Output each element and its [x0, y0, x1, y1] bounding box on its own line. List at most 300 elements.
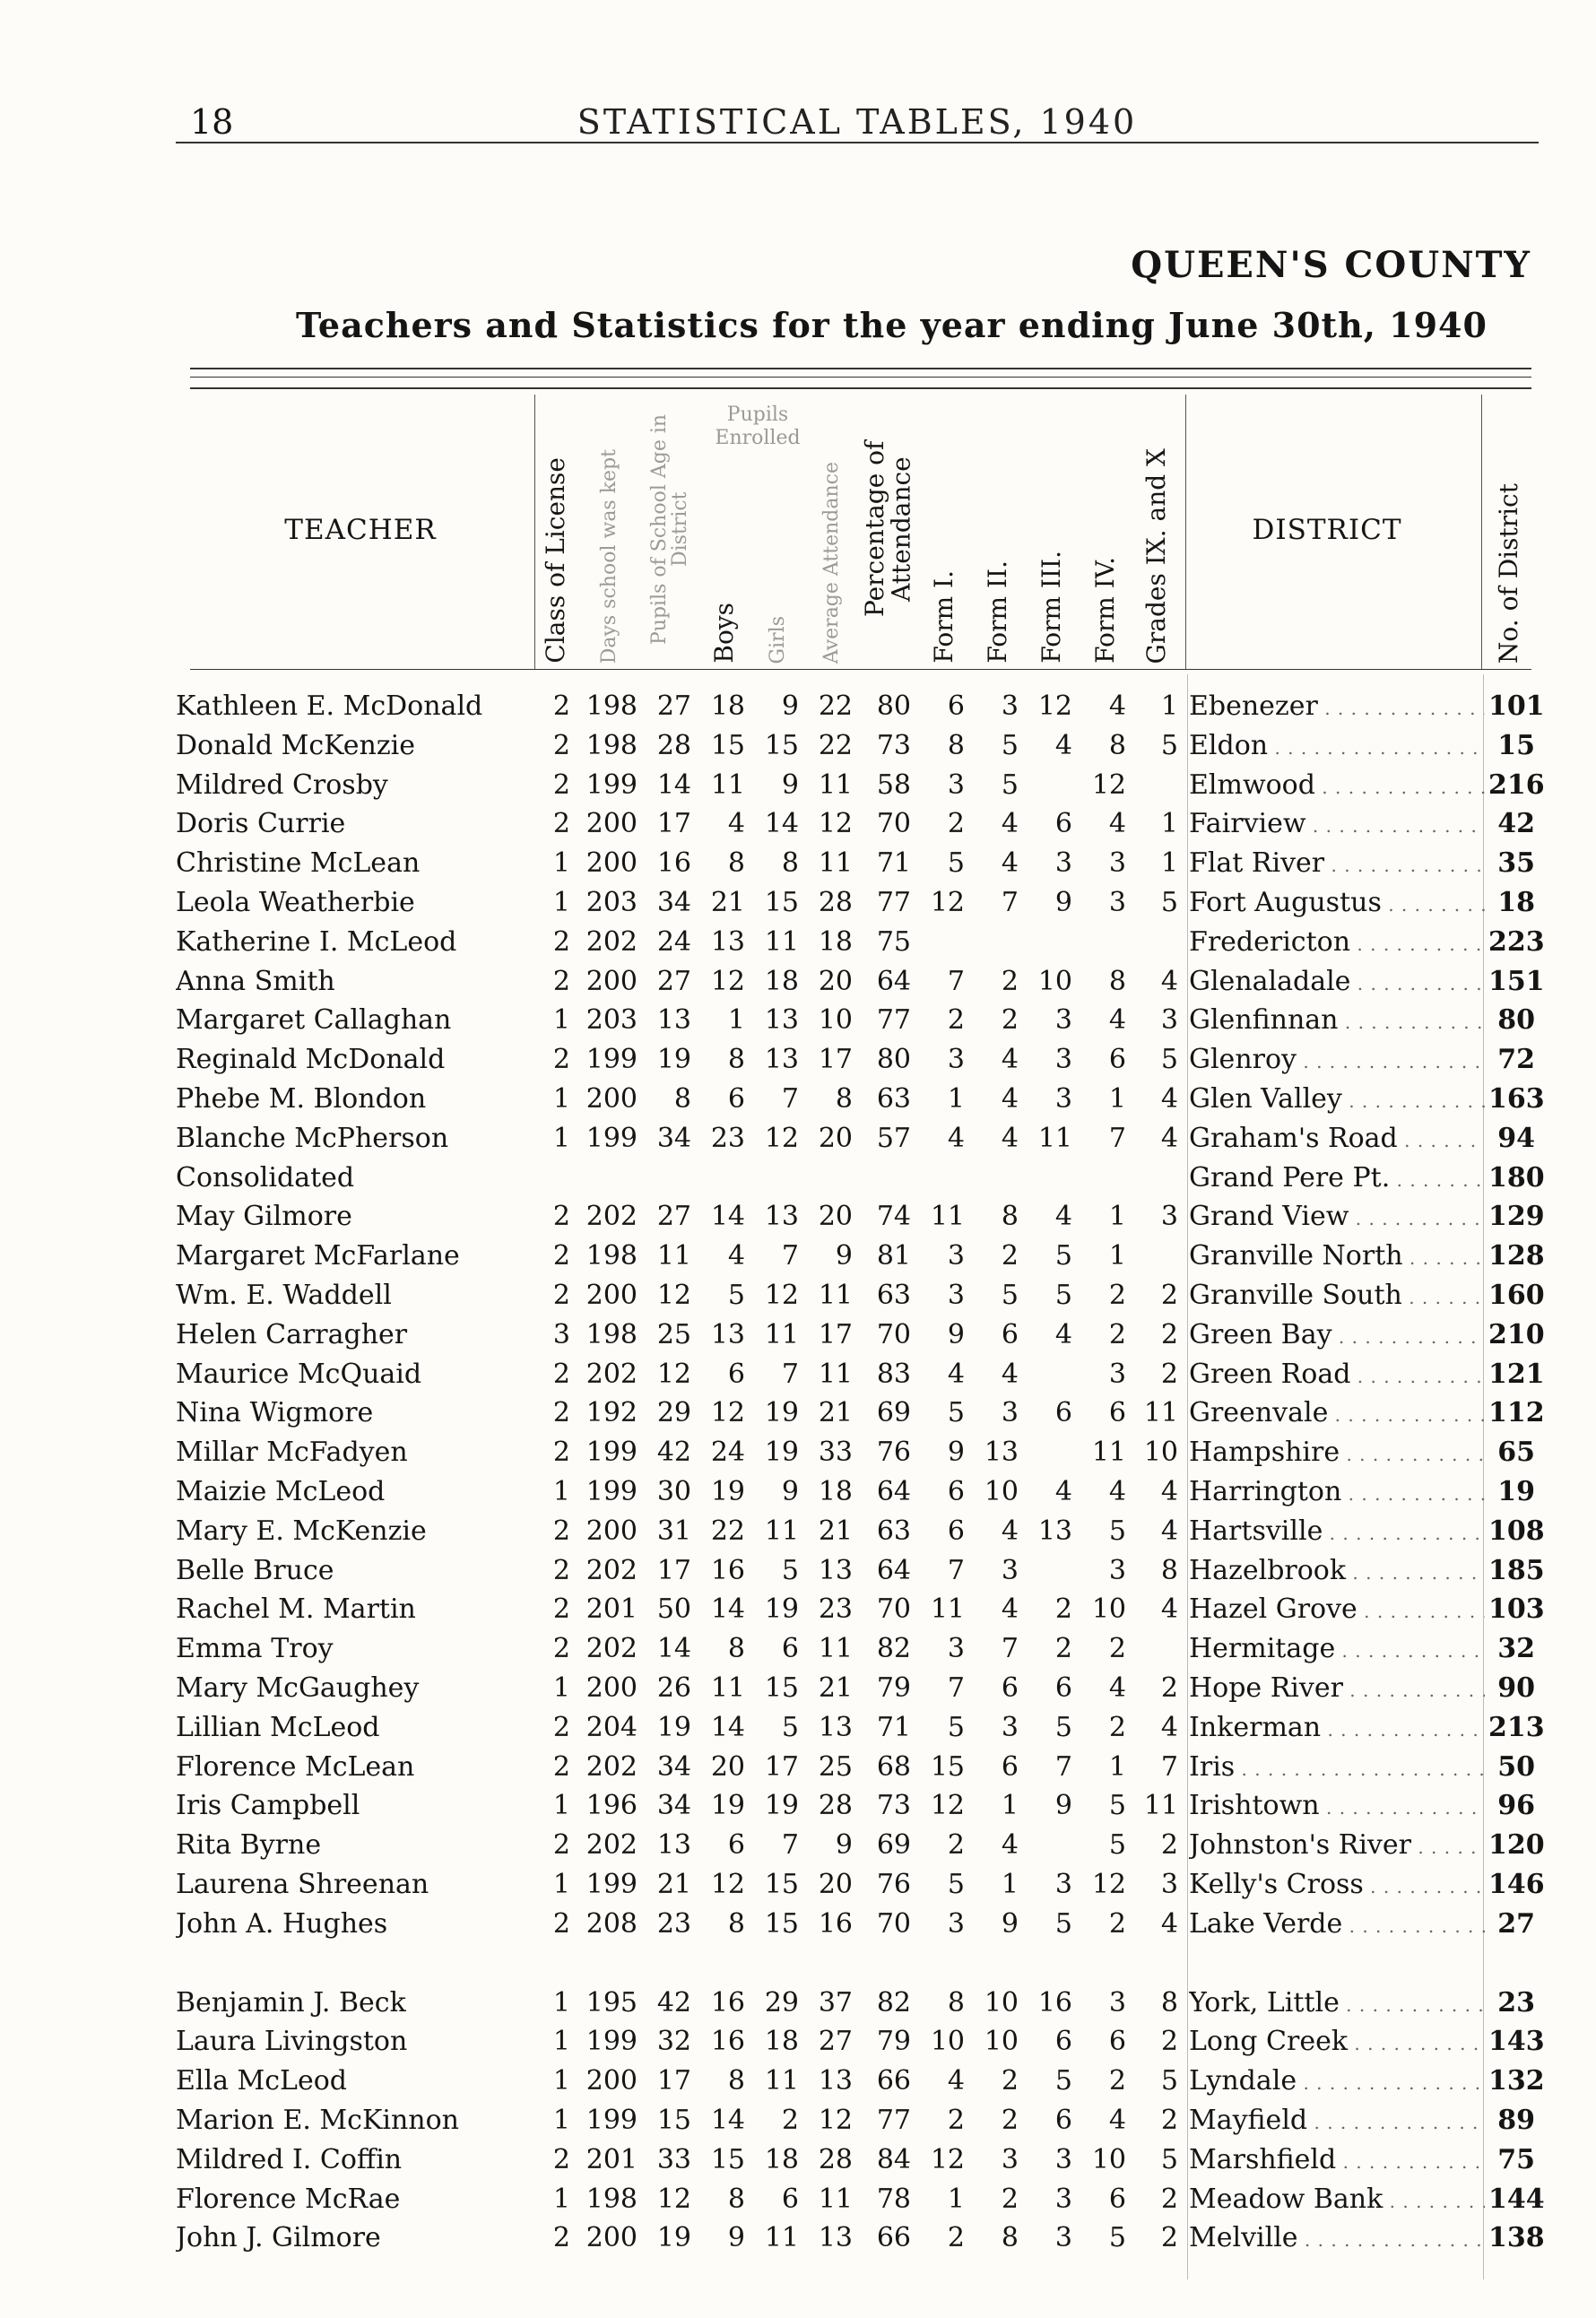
cell-age: 13 [656, 1829, 691, 1862]
district-number: 128 [1488, 1240, 1545, 1272]
cell-lic: 2 [552, 1437, 570, 1469]
table-row [0, 1240, 1596, 1280]
cell-avg: 28 [818, 887, 853, 918]
district-cell [1189, 1319, 1485, 1350]
cell-pct: 63 [876, 1280, 911, 1311]
cell-f2: 6 [1001, 1672, 1019, 1704]
district-number: 80 [1497, 1004, 1535, 1037]
cell-g: 8 [1160, 1986, 1178, 2018]
cell-f3: 5 [1054, 1280, 1072, 1311]
district-name: Meadow Bank . . . [1189, 2183, 1485, 2215]
cell-avg: 11 [818, 2183, 853, 2215]
cell-age: 26 [656, 1672, 691, 1704]
cell-avg: 13 [818, 2222, 853, 2254]
cell-avg: 17 [818, 1318, 853, 1350]
cell-boys: 15 [710, 2143, 745, 2175]
district-number: 96 [1497, 1790, 1535, 1822]
cell-g: 2 [1160, 2183, 1178, 2215]
column-header-boys-label: Boys [708, 603, 739, 664]
district-number: 146 [1488, 1869, 1545, 1900]
column-header-days-taught-label: Days school was kept [598, 448, 621, 664]
cell-boys: 21 [710, 887, 745, 918]
cell-boys: 13 [710, 1318, 745, 1350]
cell-f3: 10 [1037, 965, 1072, 997]
cell-f3: 4 [1054, 1476, 1072, 1507]
district-number: 121 [1488, 1358, 1545, 1390]
cell-f2: 6 [1001, 1750, 1019, 1783]
table-row [0, 1593, 1596, 1633]
district-name: Kelly's Cross . . . [1189, 1869, 1485, 1900]
cell-f3: 5 [1054, 1711, 1072, 1743]
cell-pct: 80 [876, 1044, 911, 1076]
cell-girls: 14 [764, 808, 799, 840]
cell-boys: 16 [710, 1554, 745, 1586]
table-row [0, 1359, 1596, 1398]
column-header-girls [753, 395, 802, 664]
cell-lic: 2 [552, 1515, 570, 1547]
cell-f1: 15 [930, 1750, 965, 1783]
cell-f4: 7 [1108, 1122, 1126, 1154]
cell-girls: 13 [764, 1004, 799, 1037]
cell-age: 15 [656, 2105, 691, 2136]
cell-age: 13 [656, 1004, 691, 1037]
cell-g: 1 [1160, 690, 1178, 722]
cell-days: 200 [585, 808, 638, 840]
cell-age: 19 [656, 1044, 691, 1076]
teacher-name: Laurena Shreenan [176, 1869, 429, 1900]
cell-f1: 6 [947, 1476, 965, 1507]
cell-boys: 11 [710, 768, 745, 801]
cell-f4: 5 [1108, 2222, 1126, 2254]
district-cell [1189, 769, 1485, 801]
cell-g: 4 [1160, 1907, 1178, 1940]
cell-avg: 12 [818, 808, 853, 840]
district-name: Hartsville . . . [1189, 1515, 1485, 1547]
district-cell [1189, 887, 1485, 918]
cell-f4: 8 [1108, 965, 1126, 997]
cell-girls: 6 [781, 1633, 799, 1665]
cell-f1: 3 [947, 768, 965, 801]
district-number: 90 [1497, 1672, 1535, 1704]
cell-f1: 4 [947, 2065, 965, 2097]
cell-girls: 7 [781, 1240, 799, 1272]
teacher-name: Christine McLean [176, 847, 421, 880]
cell-f2: 10 [984, 2026, 1019, 2058]
cell-lic: 2 [552, 925, 570, 958]
district-cell [1189, 1555, 1485, 1586]
cell-avg: 21 [818, 1397, 853, 1429]
cell-f1: 8 [947, 729, 965, 761]
cell-lic: 1 [552, 1790, 570, 1822]
cell-f2: 10 [984, 1986, 1019, 2018]
district-cell [1189, 730, 1485, 761]
column-header-percentage-attendance-label: Percentage of Attendance [859, 440, 915, 618]
cell-days: 200 [585, 1280, 638, 1311]
district-name: Melville . . . [1189, 2222, 1485, 2253]
cell-f2: 5 [1001, 1280, 1019, 1311]
cell-f4: 4 [1108, 2105, 1126, 2136]
district-number: 112 [1488, 1397, 1545, 1429]
cell-f3: 3 [1054, 1869, 1072, 1900]
cell-pct: 71 [876, 847, 911, 880]
district-cell [1189, 1829, 1485, 1861]
district-number: 216 [1488, 768, 1545, 801]
district-number: 23 [1497, 1986, 1535, 2018]
cell-f1: 9 [947, 1437, 965, 1469]
cell-f4: 6 [1108, 2183, 1126, 2215]
cell-f2: 3 [1001, 1711, 1019, 1743]
table-top-rule [190, 368, 1531, 369]
cell-days: 200 [585, 1083, 638, 1115]
teacher-name: Emma Troy [176, 1633, 334, 1665]
county-title: QUEEN'S COUNTY [1131, 244, 1531, 286]
cell-age: 24 [656, 925, 691, 958]
cell-age: 12 [656, 1358, 691, 1390]
cell-pct: 83 [876, 1358, 911, 1390]
header-divider [534, 395, 535, 669]
header-divider [1185, 395, 1186, 669]
cell-girls: 15 [764, 729, 799, 761]
district-name: Long Creek . . . [1189, 2026, 1485, 2057]
cell-avg: 8 [835, 1083, 853, 1115]
cell-pct: 70 [876, 808, 911, 840]
cell-lic: 2 [552, 1201, 570, 1233]
column-header-boys [699, 395, 749, 664]
district-name: Ebenezer . . . [1189, 690, 1485, 722]
table-row [0, 1319, 1596, 1359]
cell-lic: 2 [552, 1907, 570, 1940]
cell-g: 1 [1160, 808, 1178, 840]
page-header [176, 97, 1539, 143]
table-row [0, 1633, 1596, 1672]
cell-f3: 3 [1054, 847, 1072, 880]
district-name: Granville South . . . [1189, 1280, 1485, 1311]
district-name: Elmwood . . . [1189, 769, 1485, 801]
table-row [0, 1083, 1596, 1123]
cell-f4: 1 [1108, 1750, 1126, 1783]
column-header-no-of-district [1484, 395, 1534, 664]
cell-f3: 3 [1054, 2143, 1072, 2175]
district-number: 94 [1497, 1122, 1535, 1154]
cell-girls: 19 [764, 1593, 799, 1626]
cell-g: 11 [1143, 1397, 1178, 1429]
cell-f2: 6 [1001, 1318, 1019, 1350]
cell-age: 14 [656, 1633, 691, 1665]
cell-f2: 7 [1001, 1633, 1019, 1665]
cell-f1: 12 [930, 1790, 965, 1822]
cell-f1: 11 [930, 1593, 965, 1626]
table-row [0, 769, 1596, 809]
cell-g: 4 [1160, 965, 1178, 997]
cell-lic: 2 [552, 768, 570, 801]
cell-girls: 7 [781, 1829, 799, 1862]
cell-boys: 8 [727, 1633, 745, 1665]
cell-avg: 16 [818, 1907, 853, 1940]
district-name: Fort Augustus . . . [1189, 887, 1485, 918]
cell-girls: 18 [764, 965, 799, 997]
cell-days: 198 [585, 1318, 638, 1350]
cell-f4: 5 [1108, 1829, 1126, 1862]
cell-age: 12 [656, 2183, 691, 2215]
cell-girls: 6 [781, 2183, 799, 2215]
cell-g: 3 [1160, 1201, 1178, 1233]
cell-lic: 2 [552, 690, 570, 722]
cell-boys: 12 [710, 1869, 745, 1900]
cell-f2: 13 [984, 1437, 1019, 1469]
teacher-name: Marion E. McKinnon [176, 2105, 459, 2136]
cell-f4: 1 [1108, 1083, 1126, 1115]
cell-f4: 11 [1091, 1437, 1126, 1469]
district-cell [1189, 1240, 1485, 1272]
cell-f1: 8 [947, 1986, 965, 2018]
cell-f1: 3 [947, 1907, 965, 1940]
cell-g: 4 [1160, 1515, 1178, 1547]
cell-pct: 64 [876, 1476, 911, 1507]
table-row [0, 2026, 1596, 2065]
cell-age: 17 [656, 808, 691, 840]
column-header-class-of-license-label: Class of License [541, 457, 571, 664]
cell-f4: 3 [1108, 1358, 1126, 1390]
cell-avg: 22 [818, 690, 853, 722]
district-cell [1189, 1751, 1485, 1783]
district-cell [1189, 2026, 1485, 2057]
cell-lic: 2 [552, 1240, 570, 1272]
district-name: Fredericton . . . [1189, 926, 1485, 958]
cell-days: 202 [585, 1554, 638, 1586]
cell-f4: 5 [1108, 1790, 1126, 1822]
cell-f3: 13 [1037, 1515, 1072, 1547]
cell-f4: 3 [1108, 887, 1126, 918]
cell-days: 203 [585, 887, 638, 918]
district-cell [1189, 1397, 1485, 1428]
cell-avg: 13 [818, 2065, 853, 2097]
cell-girls: 11 [764, 2222, 799, 2254]
cell-age: 27 [656, 690, 691, 722]
district-cell [1189, 926, 1485, 958]
teacher-name: Margaret Callaghan [176, 1004, 452, 1037]
district-cell [1189, 1162, 1485, 1194]
cell-boys: 6 [727, 1829, 745, 1862]
cell-pct: 66 [876, 2065, 911, 2097]
district-number: 19 [1497, 1476, 1535, 1507]
cell-f3: 5 [1054, 2065, 1072, 2097]
column-header-percentage-attendance [861, 395, 915, 664]
column-header-school-age [646, 395, 695, 664]
cell-lic: 2 [552, 1750, 570, 1783]
cell-f1: 1 [947, 1083, 965, 1115]
cell-days: 202 [585, 1633, 638, 1665]
cell-pct: 82 [876, 1633, 911, 1665]
cell-avg: 20 [818, 1869, 853, 1900]
cell-age: 14 [656, 768, 691, 801]
district-cell [1189, 1515, 1485, 1547]
cell-days: 202 [585, 1358, 638, 1390]
cell-f1: 2 [947, 2105, 965, 2136]
cell-pct: 76 [876, 1869, 911, 1900]
district-number: 103 [1488, 1593, 1545, 1626]
table-row [0, 1987, 1596, 2027]
column-header-days-taught [578, 395, 641, 664]
cell-boys: 19 [710, 1476, 745, 1507]
cell-f4: 10 [1091, 2143, 1126, 2175]
table-row [0, 1476, 1596, 1515]
cell-g: 3 [1160, 1869, 1178, 1900]
cell-f1: 5 [947, 847, 965, 880]
cell-f4: 4 [1108, 1672, 1126, 1704]
cell-f2: 8 [1001, 2222, 1019, 2254]
cell-f2: 4 [1001, 1083, 1019, 1115]
cell-boys: 18 [710, 690, 745, 722]
cell-lic: 2 [552, 1593, 570, 1626]
cell-girls: 9 [781, 1476, 799, 1507]
cell-f1: 3 [947, 1240, 965, 1272]
table-header-rule [190, 387, 1531, 389]
teacher-name: Rita Byrne [176, 1829, 322, 1862]
table-row [0, 887, 1596, 926]
cell-g: 2 [1160, 1280, 1178, 1311]
cell-age: 34 [656, 887, 691, 918]
cell-avg: 20 [818, 965, 853, 997]
table-row [0, 2222, 1596, 2262]
cell-boys: 16 [710, 2026, 745, 2058]
cell-pct: 78 [876, 2183, 911, 2215]
cell-days: 195 [585, 1986, 638, 2018]
cell-pct: 70 [876, 1907, 911, 1940]
cell-age: 21 [656, 1869, 691, 1900]
cell-girls: 5 [781, 1554, 799, 1586]
teacher-name: Mary E. McKenzie [176, 1515, 427, 1547]
district-cell [1189, 1123, 1485, 1154]
district-name: Grand Pere Pt. . . . [1189, 1162, 1485, 1194]
teacher-name: Laura Livingston [176, 2026, 408, 2058]
cell-girls: 19 [764, 1437, 799, 1469]
cell-g: 3 [1160, 1004, 1178, 1037]
cell-f1: 9 [947, 1318, 965, 1350]
column-header-grades-ix-x [1132, 395, 1182, 664]
cell-g: 5 [1160, 1044, 1178, 1076]
teacher-name: May Gilmore [176, 1201, 352, 1233]
cell-avg: 21 [818, 1672, 853, 1704]
cell-boys: 8 [727, 2065, 745, 2097]
cell-age: 50 [656, 1593, 691, 1626]
cell-boys: 8 [727, 1907, 745, 1940]
cell-girls: 15 [764, 887, 799, 918]
table-row [0, 926, 1596, 966]
column-header-average-attendance [807, 395, 856, 664]
cell-days: 199 [585, 1476, 638, 1507]
district-number: 151 [1488, 965, 1545, 997]
cell-f4: 6 [1108, 1044, 1126, 1076]
cell-g: 4 [1160, 1593, 1178, 1626]
cell-g: 5 [1160, 2143, 1178, 2175]
cell-days: 202 [585, 1201, 638, 1233]
district-number: 132 [1488, 2065, 1545, 2097]
cell-f4: 4 [1108, 690, 1126, 722]
teacher-name: Rachel M. Martin [176, 1593, 416, 1626]
cell-lic: 1 [552, 2105, 570, 2136]
cell-f2: 9 [1001, 1907, 1019, 1940]
cell-f4: 12 [1091, 1869, 1126, 1900]
cell-lic: 2 [552, 1044, 570, 1076]
column-header-girls-label: Girls [766, 615, 789, 664]
cell-f3: 12 [1037, 690, 1072, 722]
cell-f3: 2 [1054, 1593, 1072, 1626]
cell-lic: 2 [552, 2222, 570, 2254]
cell-f2: 2 [1001, 2105, 1019, 2136]
cell-g: 2 [1160, 1358, 1178, 1390]
cell-boys: 8 [727, 2183, 745, 2215]
cell-f3: 4 [1054, 1318, 1072, 1350]
cell-girls: 15 [764, 1869, 799, 1900]
district-cell [1189, 690, 1485, 722]
cell-f1: 2 [947, 1829, 965, 1862]
district-name: Irishtown . . . [1189, 1790, 1485, 1821]
cell-f3: 16 [1037, 1986, 1072, 2018]
teacher-name: Lillian McLeod [176, 1711, 380, 1743]
teacher-name: Wm. E. Waddell [176, 1280, 392, 1311]
cell-f1: 3 [947, 1633, 965, 1665]
teacher-name: Belle Bruce [176, 1554, 334, 1586]
district-name: Hermitage . . . [1189, 1633, 1485, 1664]
cell-g: 7 [1160, 1750, 1178, 1783]
cell-f1: 4 [947, 1122, 965, 1154]
district-name: Greenvale . . . [1189, 1397, 1485, 1428]
cell-f3: 5 [1054, 1240, 1072, 1272]
district-cell [1189, 1908, 1485, 1940]
district-cell [1189, 1987, 1485, 2018]
district-number: 160 [1488, 1280, 1545, 1311]
cell-boys: 23 [710, 1122, 745, 1154]
cell-days: 199 [585, 1869, 638, 1900]
teacher-name: Leola Weatherbie [176, 887, 415, 918]
cell-lic: 3 [552, 1318, 570, 1350]
district-name: Inkerman . . . [1189, 1712, 1485, 1743]
district-name: Green Bay . . . [1189, 1319, 1485, 1350]
cell-age: 8 [673, 1083, 691, 1115]
cell-f4: 2 [1108, 2065, 1126, 2097]
cell-avg: 18 [818, 925, 853, 958]
teacher-name: Nina Wigmore [176, 1397, 374, 1429]
district-name: Hazel Grove . . . [1189, 1593, 1485, 1625]
district-name: Glenroy . . . [1189, 1044, 1485, 1075]
table-row [0, 1515, 1596, 1555]
cell-f1: 2 [947, 808, 965, 840]
table-row [0, 2065, 1596, 2105]
table-row [0, 1123, 1596, 1162]
cell-avg: 28 [818, 2143, 853, 2175]
district-name: Fairview . . . [1189, 808, 1485, 839]
column-header-form-3-label: Form III. [1036, 551, 1066, 664]
cell-age: 34 [656, 1750, 691, 1783]
cell-boys: 1 [727, 1004, 745, 1037]
cell-days: 202 [585, 1750, 638, 1783]
district-cell [1189, 2222, 1485, 2253]
cell-f1: 1 [947, 2183, 965, 2215]
district-name: York, Little . . . [1189, 1987, 1485, 2018]
cell-g: 2 [1160, 1829, 1178, 1862]
cell-boys: 13 [710, 925, 745, 958]
district-number: 42 [1497, 808, 1535, 840]
cell-girls: 9 [781, 690, 799, 722]
teacher-name: Katherine I. McLeod [176, 925, 457, 958]
teacher-name: Iris Campbell [176, 1790, 360, 1822]
cell-boys: 4 [727, 1240, 745, 1272]
cell-f3: 3 [1054, 1044, 1072, 1076]
cell-boys: 20 [710, 1750, 745, 1783]
district-cell [1189, 1593, 1485, 1625]
cell-f2: 4 [1001, 1593, 1019, 1626]
district-cell [1189, 1476, 1485, 1507]
